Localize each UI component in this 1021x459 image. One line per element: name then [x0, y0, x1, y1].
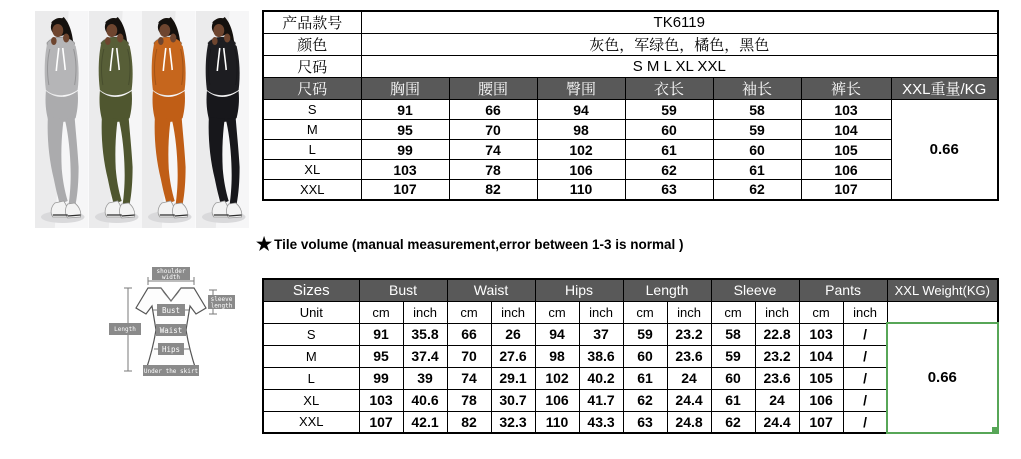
table-cell: 24.4	[667, 389, 711, 411]
table-cell: 102	[535, 367, 579, 389]
table-cell: 24	[667, 367, 711, 389]
table-cell: 60	[711, 367, 755, 389]
table-cell: 23.2	[755, 345, 799, 367]
table-cell: 66	[447, 323, 491, 345]
table-cell: 27.6	[491, 345, 535, 367]
table-cell: 23.2	[667, 323, 711, 345]
table-cell: 37.4	[403, 345, 447, 367]
table-cell: 102	[537, 140, 625, 160]
table-cell: 35.8	[403, 323, 447, 345]
table-cell: 66	[449, 100, 537, 120]
table-cell: 78	[449, 160, 537, 180]
table-cell: 43.3	[579, 411, 623, 433]
table-cell: 63	[625, 180, 713, 200]
unit-cell: cm	[447, 301, 491, 323]
table-row	[263, 180, 998, 200]
size-row-label: XXL	[263, 180, 361, 200]
table-cell: /	[843, 411, 887, 433]
table-cell: 62	[625, 160, 713, 180]
color-label: 颜色	[263, 34, 361, 56]
hips-label: Hips	[161, 345, 181, 354]
table-cell: 24.4	[755, 411, 799, 433]
column-header: 尺码	[263, 78, 361, 100]
table-cell: 62	[713, 180, 801, 200]
table-cell: 91	[359, 323, 403, 345]
product-photo-army-green	[89, 11, 143, 228]
table-cell: 82	[447, 411, 491, 433]
measurement-diagram	[106, 266, 236, 396]
table-cell: /	[843, 389, 887, 411]
size-row-label: L	[263, 367, 359, 389]
table-cell: 105	[801, 140, 891, 160]
size-row-label: M	[263, 120, 361, 140]
column-header: 臀围	[537, 78, 625, 100]
table-cell: 61	[623, 367, 667, 389]
unit-cell: inch	[579, 301, 623, 323]
table-cell: 30.7	[491, 389, 535, 411]
table-cell: 29.1	[491, 367, 535, 389]
table-cell: 42.1	[403, 411, 447, 433]
empty-cell	[887, 301, 998, 323]
table-cell: 104	[799, 345, 843, 367]
column-header: Bust	[359, 279, 447, 301]
product-photo-orange	[142, 11, 196, 228]
product-style-value: TK6119	[361, 11, 998, 34]
table-cell: 61	[711, 389, 755, 411]
table-row	[263, 56, 998, 78]
table-cell: 58	[713, 100, 801, 120]
under-skirt-label: Under the skirt	[143, 368, 199, 375]
product-photos	[35, 11, 249, 228]
table-row	[263, 100, 998, 120]
unit-cell: cm	[711, 301, 755, 323]
table-row	[263, 140, 998, 160]
measurement-note	[256, 235, 796, 253]
column-header: Waist	[447, 279, 535, 301]
table-cell: 107	[361, 180, 449, 200]
table-cell: 94	[537, 100, 625, 120]
table-cell: 59	[711, 345, 755, 367]
table-cell: 26	[491, 323, 535, 345]
table-cell: 99	[359, 367, 403, 389]
table-row	[263, 160, 998, 180]
table-cell: 59	[713, 120, 801, 140]
table-cell: 59	[623, 323, 667, 345]
unit-cell: cm	[535, 301, 579, 323]
table-cell: 103	[801, 100, 891, 120]
column-header: Sleeve	[711, 279, 799, 301]
unit-cell: cm	[623, 301, 667, 323]
table-cell: 106	[799, 389, 843, 411]
table-cell: 60	[623, 345, 667, 367]
unit-row	[263, 301, 998, 323]
table-cell: 91	[361, 100, 449, 120]
table-cell: 60	[625, 120, 713, 140]
table-cell: 107	[359, 411, 403, 433]
size-row-label: S	[263, 323, 359, 345]
table-row	[263, 323, 998, 345]
column-header: XXL重量/KG	[891, 78, 998, 100]
table-cell: 70	[447, 345, 491, 367]
note-text: Tile volume (manual measurement,error between 1-3 is normal )	[274, 236, 684, 252]
xxl-weight-cell: 0.66	[887, 323, 998, 433]
size-row-label: M	[263, 345, 359, 367]
table-cell: 59	[625, 100, 713, 120]
table-cell: 22.8	[755, 323, 799, 345]
svg-text:width: width	[161, 274, 181, 281]
column-header: Pants	[799, 279, 887, 301]
unit-cell: inch	[403, 301, 447, 323]
unit-cell: inch	[491, 301, 535, 323]
table-cell: 94	[535, 323, 579, 345]
table-cell: /	[843, 323, 887, 345]
size-label: 尺码	[263, 56, 361, 78]
product-photo-gray	[35, 11, 89, 228]
unit-cell: cm	[359, 301, 403, 323]
table-cell: 61	[713, 160, 801, 180]
table-cell: 105	[799, 367, 843, 389]
table-cell: 95	[359, 345, 403, 367]
table-cell: 24	[755, 389, 799, 411]
table-cell: 104	[801, 120, 891, 140]
xxl-weight-cell: 0.66	[891, 100, 998, 200]
table-cell: 103	[361, 160, 449, 180]
column-header: Length	[623, 279, 711, 301]
table-cell: 106	[801, 160, 891, 180]
size-value: S M L XL XXL	[361, 56, 998, 78]
table-row	[263, 11, 998, 34]
column-header: 腰围	[449, 78, 537, 100]
table-cell: 78	[447, 389, 491, 411]
column-header: Sizes	[263, 279, 359, 301]
svg-text:length: length	[210, 302, 233, 310]
length-label: Length	[114, 326, 136, 333]
unit-cell: inch	[843, 301, 887, 323]
size-row-label: S	[263, 100, 361, 120]
product-style-label: 产品款号	[263, 11, 361, 34]
size-row-label: XL	[263, 389, 359, 411]
table-header-row	[263, 78, 998, 100]
column-header: 衣长	[625, 78, 713, 100]
table-cell: 110	[535, 411, 579, 433]
table-cell: 40.2	[579, 367, 623, 389]
table-cell: 70	[449, 120, 537, 140]
table-cell: 106	[535, 389, 579, 411]
table-cell: 32.3	[491, 411, 535, 433]
column-header: XXL Weight(KG)	[887, 279, 998, 301]
table-cell: 60	[713, 140, 801, 160]
table-cell: 107	[799, 411, 843, 433]
table-cell: 40.6	[403, 389, 447, 411]
table-cell: 23.6	[755, 367, 799, 389]
table-cell: 61	[625, 140, 713, 160]
bust-label: Bust	[161, 306, 181, 315]
table-cell: 24.8	[667, 411, 711, 433]
table-cell: 39	[403, 367, 447, 389]
table-cell: 110	[537, 180, 625, 200]
column-header: Hips	[535, 279, 623, 301]
column-header: 裤长	[801, 78, 891, 100]
size-chart-dual-unit	[262, 278, 999, 434]
table-cell: 74	[447, 367, 491, 389]
table-row	[263, 120, 998, 140]
size-chart-cm	[262, 10, 999, 201]
table-cell: 99	[361, 140, 449, 160]
table-cell: 58	[711, 323, 755, 345]
table-cell: 106	[537, 160, 625, 180]
table-cell: 74	[449, 140, 537, 160]
size-row-label: L	[263, 140, 361, 160]
waist-label: Waist	[159, 326, 183, 335]
table-cell: 103	[359, 389, 403, 411]
table-cell: 103	[799, 323, 843, 345]
table-cell: 62	[711, 411, 755, 433]
table-cell: 62	[623, 389, 667, 411]
table-cell: 98	[537, 120, 625, 140]
table-cell: 23.6	[667, 345, 711, 367]
table-cell: 41.7	[579, 389, 623, 411]
unit-cell: cm	[799, 301, 843, 323]
size-row-label: XXL	[263, 411, 359, 433]
table-cell: 82	[449, 180, 537, 200]
product-photo-black	[196, 11, 250, 228]
table-cell: /	[843, 345, 887, 367]
table-row	[263, 34, 998, 56]
column-header: 胸围	[361, 78, 449, 100]
table-cell: 95	[361, 120, 449, 140]
table-header-row	[263, 279, 998, 301]
color-value: 灰色，军绿色，橘色，黑色	[361, 34, 998, 56]
table-cell: 107	[801, 180, 891, 200]
table-cell: 98	[535, 345, 579, 367]
shoulder-width-label: shoulder	[156, 268, 186, 275]
sleeve-length-label: sleeve	[210, 296, 233, 303]
table-cell: 63	[623, 411, 667, 433]
table-cell: /	[843, 367, 887, 389]
unit-cell: inch	[755, 301, 799, 323]
table-cell: 37	[579, 323, 623, 345]
unit-label: Unit	[263, 301, 359, 323]
size-row-label: XL	[263, 160, 361, 180]
column-header: 袖长	[713, 78, 801, 100]
table-cell: 38.6	[579, 345, 623, 367]
unit-cell: inch	[667, 301, 711, 323]
star-icon: ★	[256, 234, 273, 254]
